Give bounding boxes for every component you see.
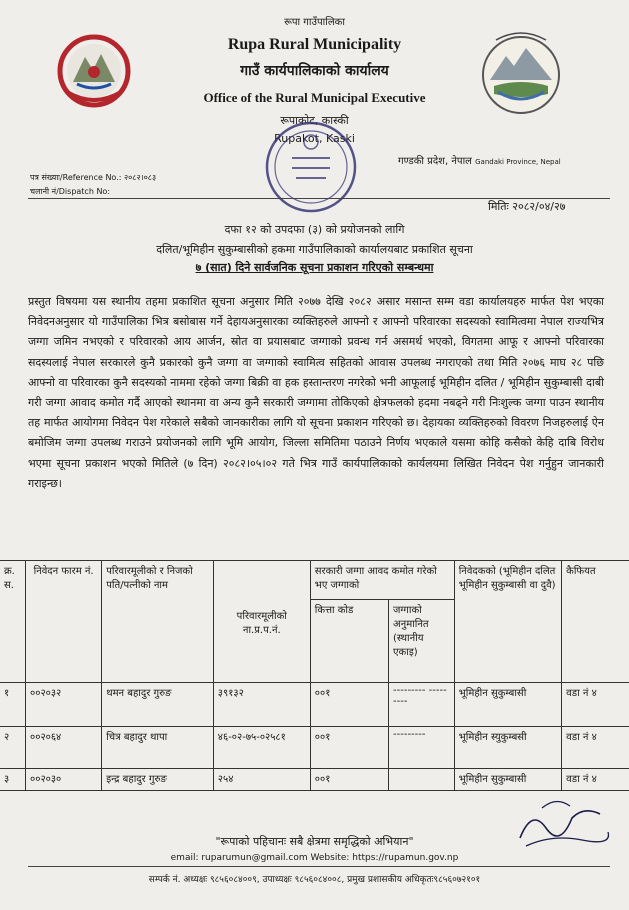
location-nepali: रूपाकोट, कास्की — [280, 114, 349, 127]
row-form-no: ००२०३२ — [26, 683, 102, 727]
header-name: परिवारमूलीको र निजको पति/पत्नीको नाम — [102, 561, 214, 683]
row-kitta: ००१ — [310, 769, 388, 791]
notice-date: मितिः २०८२/०४/२७ — [488, 200, 566, 213]
header-kitta: कित्ता कोड — [310, 600, 388, 683]
footer-phones: सम्पर्क नं. अध्यक्षः ९८५६०८४००९, उपाध्यक्षः ९८५६०८४००८, प्रमुख प्रशासकीय अधिकृतः९८५६०७२१०१ — [148, 875, 481, 885]
subject-line-1: दफा १२ को उपदफा (३) को प्रयोजनको लागि — [224, 223, 405, 236]
row-name: चित्र बहादुर थापा — [102, 727, 214, 769]
row-category: भूमिहीन सुकुम्बासी — [454, 769, 561, 791]
footer-motto: "रूपाको पहिचानः सबै क्षेत्रमा समृद्धिको अभियान" — [215, 835, 414, 848]
location-english: Rupakot, Kaski — [274, 132, 355, 145]
row-sn: ३ — [0, 769, 26, 791]
municipality-name-nepali: रूपा गाउँपालिका — [284, 17, 345, 28]
row-remarks: वडा नं ४ — [562, 727, 629, 769]
row-sn: २ — [0, 727, 26, 769]
footer-divider — [28, 866, 610, 867]
row-citizenship: २५४ — [213, 769, 310, 791]
row-form-no: ००२०३० — [26, 769, 102, 791]
row-form-no: ००२०६४ — [26, 727, 102, 769]
header-sn: क्र. स. — [0, 561, 26, 683]
row-remarks: वडा नं ४ — [562, 769, 629, 791]
row-remarks: वडा नं ४ — [562, 683, 629, 727]
header-category: निवेदकको (भूमिहीन दलित भूमिहीन सुकुम्बासी वा दुवै) — [454, 561, 561, 683]
applicants-table — [0, 560, 629, 791]
reference-number: पत्र संख्याः/Reference No.: २०८२।०८३ — [30, 173, 157, 182]
row-kitta: ००१ — [310, 683, 388, 727]
header-govt-land: सरकारी जग्गा आवद कमोत गरेको भए जग्गाको — [310, 561, 454, 600]
row-citizenship: ४६-०२-७५-०२५८१ — [213, 727, 310, 769]
table-row — [0, 727, 629, 769]
row-value: --------- — [389, 727, 455, 769]
office-name-nepali: गाउँ कार्यपालिकाको कार्यालय — [240, 63, 389, 79]
office-seal-stamp — [262, 118, 360, 216]
table-header-row — [0, 561, 629, 600]
subject-line-3: ७ (सात) दिने सार्वजनिक सूचना प्रकाशन गरिएको सम्बन्धमा — [195, 261, 434, 274]
row-name: थमन बहादुर गुरुङ — [102, 683, 214, 727]
province-english: Gandaki Province, Nepal — [475, 158, 561, 166]
header-value: जग्गाको अनुमानित (स्थानीय एकाइ) — [389, 600, 455, 683]
row-value: --------- --------- — [389, 683, 455, 727]
notice-body: प्रस्तुत विषयमा यस स्थानीय तहमा प्रकाशित सूचना अनुसार मिति २०७७ देखि २०८२ असार मसान्त सम्म वडा कार्यालयहरु मार्फत पेश भएका निवेदनअनुसार यो गाउँपालिका भित्र बसोबास गर्ने देहायअनुसारका व्यक्तिहरुले आफ्नो र आफ्नो परिवारका सदस्यको स्वामित्वमा नेपाल राज्यभित्र जग्गा जमिन नभएको र परिवारको आय आर्जन, स्रोत वा प्रयासबाट जग्गाको प्रवन्ध गर्न असमर्थ भएको, विगतमा आफू र आफ्नो परिवारका सदस्यलाई नेपाल सरकारले कुनै प्रकारको कुनै जग्गा वा जग्गाको स्वामित्व सहितको आवास उपलब्ध नगराएको तथा मिति २०७६ माघ २८ पछि आफ्नो वा परिवारका कुनै सदस्यको नाममा रहेको जग्गा बिक्री वा हक हस्तान्तरण नगरेको भनी आफूलाई भूमिहीन दलित / भूमिहीन सुकुम्बासी दाबी गरी जग्गा आवाद कमोत गर्दै आएको स्थानमा वा अन्य कुनै सरकारी जग्गामा तोकिएको क्षेत्रफलको हदमा नबढ्ने गरी निःशुल्क जग्गा पाउन स्थानीय तह मार्फत आयोगमा निवेदन पेश गरेकाले सबैको जानकारीका लागि यो सूचना प्रकाशन गरिएको छ। देहायका व्यक्तिहरुको विवरण निजहरुलाई ऐन बमोजिम जग्गा उपलब्ध गराउने प्रयोजनको लागि भूमि आयोग, जिल्ला समितिमा पठाउने निर्णय भएकाले यसमा कोहि कसैको केहि दाबि विरोध भएमा सूचना प्रकाशन भएको मितिले (७ दिन) २०८२।०५।०२ गते भित्र गाउँ कार्यपालिकाको कार्यलयमा लिखित निवेदन पेश गर्नुहुन जानकारी गराइन्छ। — [28, 295, 604, 490]
office-name-english: Office of the Rural Municipal Executive — [203, 90, 426, 105]
header-form-no: निवेदन फारम नं. — [26, 561, 102, 683]
row-name: इन्द्र बहादुर गुरुङ — [102, 769, 214, 791]
row-sn: १ — [0, 683, 26, 727]
header-citizenship: परिवारमूलीको ना.प्र.प.नं. — [213, 561, 310, 683]
row-category: भूमिहीन सुकुम्बासी — [454, 683, 561, 727]
subject-line-2: दलित/भूमिहीन सुकुम्बासीको हकमा गाउँपालिकाको कार्यालयबाट प्रकाशित सूचना — [156, 243, 473, 256]
header-remarks: कैफियत — [562, 561, 629, 683]
municipality-name-english: Rupa Rural Municipality — [227, 36, 402, 53]
footer-contact: email: ruparumun@gmail.com Website: https://rupamun.gov.np — [170, 853, 459, 863]
province-nepali: गण्डकी प्रदेश, नेपाल — [398, 156, 472, 167]
municipality-logo — [476, 28, 566, 118]
row-category: भूमिहीन स्युकुम्बसी — [454, 727, 561, 769]
row-citizenship: ३९१३२ — [213, 683, 310, 727]
table-row — [0, 683, 629, 727]
dispatch-number: चलानी नं/Dispatch No: — [30, 187, 111, 196]
row-value — [389, 769, 455, 791]
province-label — [398, 153, 561, 167]
row-kitta: ००१ — [310, 727, 388, 769]
